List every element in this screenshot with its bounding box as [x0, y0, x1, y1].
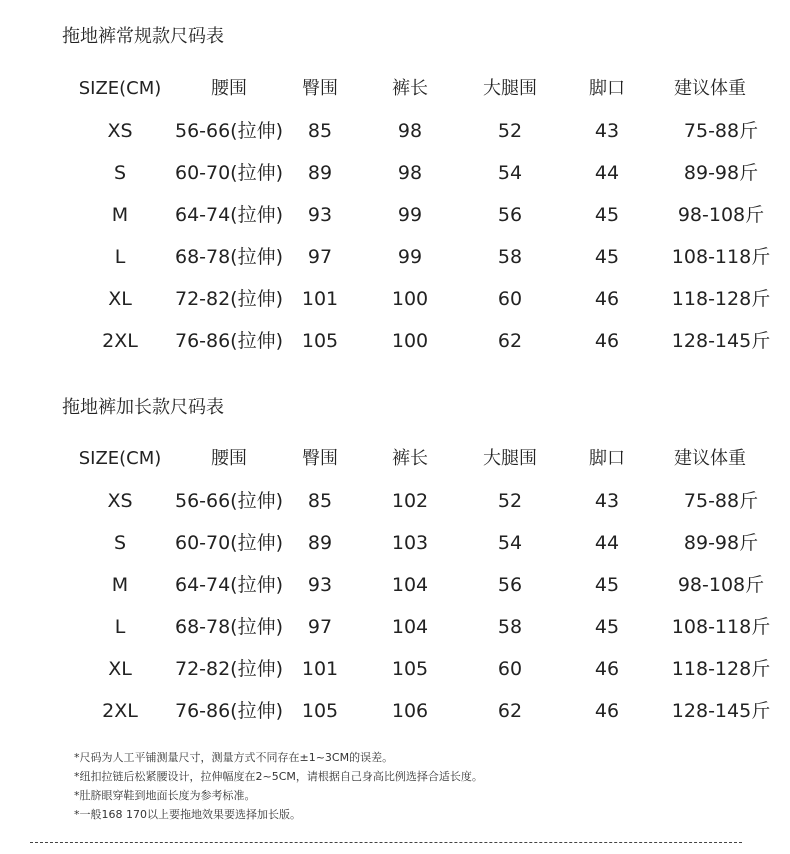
weight-cell: 98-108斤	[677, 574, 765, 596]
weight-cell: 118-128斤	[671, 658, 771, 680]
hip-cell: 105	[301, 330, 339, 352]
hip-cell: 97	[307, 616, 333, 638]
size-cell: 2XL	[102, 330, 138, 352]
header-length: 裤长	[392, 448, 428, 469]
thigh-cell: 52	[497, 490, 523, 512]
thigh-cell: 56	[497, 204, 523, 226]
header-thigh: 大腿围	[483, 78, 537, 99]
thigh-cell: 52	[497, 120, 523, 142]
length-cell: 99	[397, 246, 423, 268]
waist-cell: 76-86(拉伸)	[174, 700, 284, 722]
hip-cell: 101	[301, 658, 339, 680]
note-length-reference: *肚脐眼穿鞋到地面长度为参考标准。	[74, 789, 256, 802]
waist-cell: 72-82(拉伸)	[174, 658, 284, 680]
length-cell: 98	[397, 120, 423, 142]
size-cell: M	[111, 204, 129, 226]
waist-cell: 68-78(拉伸)	[174, 246, 284, 268]
waist-cell: 60-70(拉伸)	[174, 532, 284, 554]
table-row	[0, 278, 790, 320]
header-waist: 腰围	[211, 78, 247, 99]
length-cell: 100	[391, 288, 429, 310]
hip-cell: 85	[307, 490, 333, 512]
waist-cell: 56-66(拉伸)	[174, 120, 284, 142]
hip-cell: 85	[307, 120, 333, 142]
weight-cell: 75-88斤	[683, 120, 759, 142]
length-cell: 105	[391, 658, 429, 680]
leg-opening-cell: 45	[594, 246, 620, 268]
thigh-cell: 62	[497, 330, 523, 352]
weight-cell: 128-145斤	[671, 700, 771, 722]
hip-cell: 101	[301, 288, 339, 310]
size-cell: S	[113, 532, 127, 554]
table-row	[0, 110, 790, 152]
length-cell: 104	[391, 616, 429, 638]
length-cell: 104	[391, 574, 429, 596]
hip-cell: 105	[301, 700, 339, 722]
thigh-cell: 54	[497, 532, 523, 554]
weight-cell: 98-108斤	[677, 204, 765, 226]
table-row	[0, 480, 790, 522]
size-cell: M	[111, 574, 129, 596]
header-weight: 建议体重	[674, 78, 746, 99]
weight-cell: 89-98斤	[683, 162, 759, 184]
header-hip: 臀围	[302, 448, 338, 469]
size-cell: XS	[107, 490, 133, 512]
thigh-cell: 56	[497, 574, 523, 596]
size-cell: S	[113, 162, 127, 184]
leg-opening-cell: 44	[594, 532, 620, 554]
size-cell: L	[114, 246, 126, 268]
leg-opening-cell: 46	[594, 330, 620, 352]
waist-cell: 64-74(拉伸)	[174, 574, 284, 596]
length-cell: 106	[391, 700, 429, 722]
weight-cell: 89-98斤	[683, 532, 759, 554]
header-size: SIZE(CM)	[78, 78, 162, 99]
size-notes	[74, 748, 483, 824]
table-row	[0, 236, 790, 278]
note-elastic-waist: *纽扣拉链后松紧腰设计，拉伸幅度在2~5CM，请根据自己身高比例选择合适长度。	[74, 770, 483, 783]
dashed-divider	[30, 842, 742, 843]
hip-cell: 89	[307, 162, 333, 184]
waist-cell: 72-82(拉伸)	[174, 288, 284, 310]
thigh-cell: 62	[497, 700, 523, 722]
hip-cell: 93	[307, 574, 333, 596]
length-cell: 99	[397, 204, 423, 226]
leg-opening-cell: 44	[594, 162, 620, 184]
note-measurement-error: *尺码为人工平铺测量尺寸，测量方式不同存在±1~3CM的误差。	[74, 751, 394, 764]
header-waist: 腰围	[211, 448, 247, 469]
header-leg-opening: 脚口	[589, 78, 625, 99]
waist-cell: 68-78(拉伸)	[174, 616, 284, 638]
length-cell: 98	[397, 162, 423, 184]
size-cell: XL	[108, 288, 132, 310]
table-header-row	[0, 438, 790, 480]
size-cell: L	[114, 616, 126, 638]
header-size: SIZE(CM)	[78, 448, 162, 469]
table-row	[0, 564, 790, 606]
waist-cell: 76-86(拉伸)	[174, 330, 284, 352]
table-row	[0, 522, 790, 564]
table-row	[0, 194, 790, 236]
header-hip: 臀围	[302, 78, 338, 99]
weight-cell: 128-145斤	[671, 330, 771, 352]
size-cell: 2XL	[102, 700, 138, 722]
long-size-table	[0, 438, 790, 732]
note-long-version: *一般168 170以上要拖地效果要选择加长版。	[74, 808, 301, 821]
leg-opening-cell: 43	[594, 120, 620, 142]
weight-cell: 75-88斤	[683, 490, 759, 512]
hip-cell: 89	[307, 532, 333, 554]
hip-cell: 97	[307, 246, 333, 268]
thigh-cell: 58	[497, 616, 523, 638]
thigh-cell: 54	[497, 162, 523, 184]
length-cell: 100	[391, 330, 429, 352]
long-size-chart-title: 拖地裤加长款尺码表	[62, 397, 224, 418]
leg-opening-cell: 46	[594, 288, 620, 310]
header-thigh: 大腿围	[483, 448, 537, 469]
leg-opening-cell: 43	[594, 490, 620, 512]
size-cell: XS	[107, 120, 133, 142]
table-row	[0, 690, 790, 732]
leg-opening-cell: 45	[594, 204, 620, 226]
leg-opening-cell: 46	[594, 658, 620, 680]
table-header-row	[0, 68, 790, 110]
leg-opening-cell: 45	[594, 574, 620, 596]
weight-cell: 118-128斤	[671, 288, 771, 310]
waist-cell: 56-66(拉伸)	[174, 490, 284, 512]
regular-size-chart-title: 拖地裤常规款尺码表	[62, 26, 224, 47]
table-row	[0, 648, 790, 690]
size-cell: XL	[108, 658, 132, 680]
table-row	[0, 606, 790, 648]
waist-cell: 64-74(拉伸)	[174, 204, 284, 226]
length-cell: 102	[391, 490, 429, 512]
thigh-cell: 60	[497, 658, 523, 680]
length-cell: 103	[391, 532, 429, 554]
waist-cell: 60-70(拉伸)	[174, 162, 284, 184]
hip-cell: 93	[307, 204, 333, 226]
leg-opening-cell: 45	[594, 616, 620, 638]
thigh-cell: 58	[497, 246, 523, 268]
header-weight: 建议体重	[674, 448, 746, 469]
regular-size-table	[0, 68, 790, 362]
header-leg-opening: 脚口	[589, 448, 625, 469]
leg-opening-cell: 46	[594, 700, 620, 722]
weight-cell: 108-118斤	[671, 246, 771, 268]
header-length: 裤长	[392, 78, 428, 99]
table-row	[0, 152, 790, 194]
weight-cell: 108-118斤	[671, 616, 771, 638]
table-row	[0, 320, 790, 362]
thigh-cell: 60	[497, 288, 523, 310]
